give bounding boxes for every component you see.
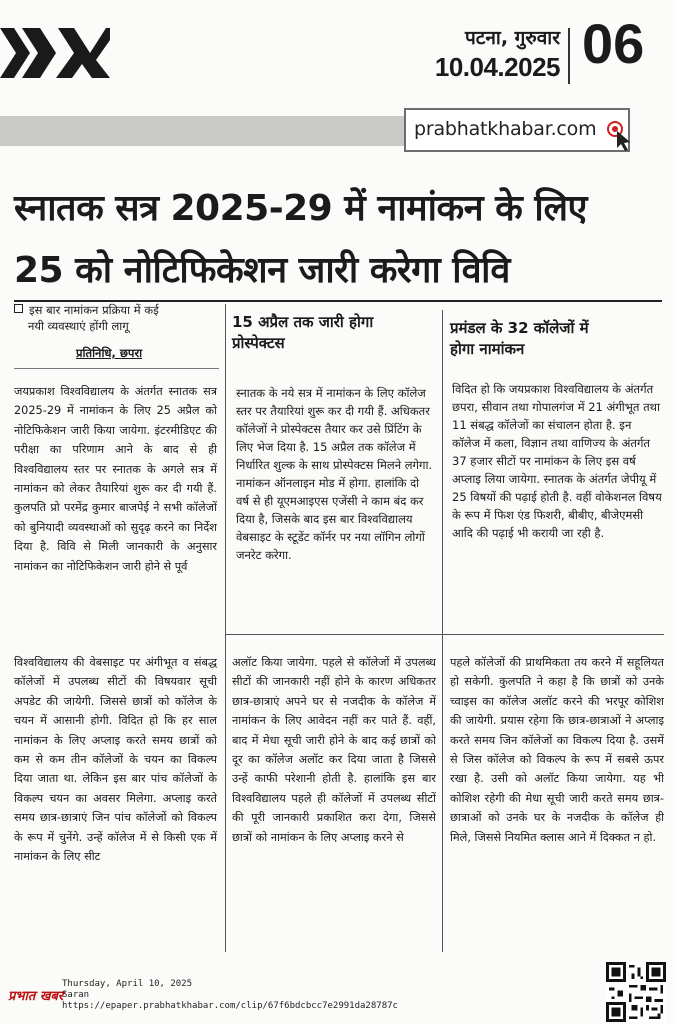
footer-meta [62, 979, 398, 1012]
masthead-x-mark-icon [0, 20, 110, 86]
headline-line-1: स्नातक सत्र 2025-29 में नामांकन के लिए [14, 188, 587, 229]
header-date: 10.04.2025 [434, 52, 560, 82]
footer-logo: प्रभात खबर [8, 989, 64, 1004]
qr-code-icon[interactable] [606, 962, 666, 1022]
byline: प्रतिनिधि, छपरा [76, 346, 143, 360]
article-col3: पहले कॉलेजों की प्राथमिकता तय करने में सहूलियत हो सकेगी. कुलपति ने कहा है कि छात्रों को उनके च्वाइस का कॉलेज अलॉट करने की भरपूर कोशिश की जायेगी. प्रयास रहेगा कि छात्र-छात्राओं ने अप्लाइ करते समय जिन कॉलेजों का विकल्प दिया है. उसमें से जिस कॉलेज को विकल्प के रूप में सबसे ऊपर रखा है. उसी को अलॉट किया जायेगा. यह भी कोशिश रहेगी की मेधा सूची जारी करते समय छात्र-छात्राओं को उनके घर के नजदीक के कॉलेज ही मिले, जिससे नियमित क्लास आने में दिक्कत न हो. [450, 656, 664, 844]
website-label[interactable]: prabhatkhabar.com [414, 118, 597, 140]
box1-title-line-2: प्रोस्पेक्टस [232, 334, 285, 352]
article-col1-top: जयप्रकाश विश्वविद्यालय के अंतर्गत स्नातक सत्र 2025-29 में नामांकन के लिए 25 अप्रैल को नोटिफिकेशन जारी किया जायेगा. इंटरमीडिएट की परीक्षा का परिणाम आने के बाद से ही विश्वविद्यालय स्तर पर स्नातक के अगले सत्र में नामांकन को लेकर तैयारियां शुरू कर दी गयी हैं. कुलपति प्रो परमेंद्र कुमार बाजपेई ने सभी कॉलेजों को बुनियादी व्यवस्थाओं को सुदृढ़ करने का निर्देश दिया है. विवि से मिली जानकारी के अनुसार नामांकन का नोटिफिकेशन जारी होने से पूर्व [14, 385, 217, 573]
header-city-day: पटना, गुरुवार [465, 27, 560, 49]
header-divider [568, 28, 570, 84]
article-col2: अलॉट किया जायेगा. पहले से कॉलेजों में उपलब्ध सीटों की जानकारी नहीं होने के कारण अधिकतर छात्र-छात्राएं अपने घर से नजदीक के कॉलेज में नामांकन के लिए आवेदन नहीं कर पाते हैं. वहीं, बाद में मेधा सूची जारी होने के बाद कई छात्रों को दूर का कॉलेज अलॉट कर दिया जाता है जिससे उन्हें काफी परेशानी होती है. हालांकि इस बार विश्वविद्यालय पहले ही कॉलेजों में उपलब्ध सीटों की पूरी जानकारी प्रकाशित करा देगा, जिससे छात्रों को नामांकन के लिए अप्लाइ करने से [232, 656, 436, 844]
box2-title-line-2: होगा नामांकन [450, 340, 525, 358]
box1-title-line-1: 15 अप्रैल तक जारी होगा [232, 313, 374, 331]
subheadline [14, 302, 214, 334]
column-rule-2 [442, 310, 443, 952]
column-rule-1 [225, 304, 226, 952]
box2-title [450, 318, 664, 360]
bullet-square-icon [14, 304, 23, 313]
cursor-click-icon [604, 118, 634, 152]
subhead-line-2: नयी व्यवस्थाएं होंगी लागू [28, 319, 129, 333]
subhead-line-1: इस बार नामांकन प्रक्रिया में कई [29, 303, 159, 317]
box2-title-line-1: प्रमंडल के 32 कॉलेजों में [450, 319, 589, 337]
box1-title [232, 312, 437, 354]
byline-rule [14, 368, 219, 369]
box2-body: विदित हो कि जयप्रकाश विश्वविद्यालय के अंतर्गत छपरा, सीवान तथा गोपालगंज में 21 अंगीभूत तथा 11 संबद्ध कॉलेजों का संचालन होता है. इन कॉलेज में कला, विज्ञान तथा वाणिज्य के अंतर्गत 37 हजार सीटों पर नामांकन के लिए इस वर्ष अप्लाइ लिया जायेगा. स्नातक के अंतर्गत जेपीयू में 25 विषयों की पढ़ाई होती है. वहीं वोकेशनल विषय के रूप में फिश एंड फिशरी, बीबीए, बीजेएमसी आदि की पढ़ाई भी करायी जा रही है. [452, 382, 662, 540]
headline-line-2: 25 को नोटिफिकेशन जारी करेगा विवि [14, 250, 510, 291]
article-col1-bottom: विश्वविद्यालय की वेबसाइट पर अंगीभूत व संबद्ध कॉलेजों में उपलब्ध सीटों की विषयवार सूची अपडेट की जायेगी. जिससे छात्रों को कॉलेज के चयन में आसानी होगी. विदित हो कि हर साल नामांकन के लिए अप्लाइ करते समय छात्रों को कम से कम तीन कॉलेजों के चयन का विकल्प दिया जाता था. लेकिन इस बार पांच कॉलेजों के विकल्प चयन का अवसर मिलेगा. अप्लाइ करते समय छात्र-छात्राएं जिन पांच कॉलेजों को विकल्प के रूप में चुनेंगे. उन्हें कॉलेज में से किसी एक में नामांकन के लिए सीट [14, 656, 217, 864]
box1-body: स्नातक के नये सत्र में नामांकन के लिए कॉलेज स्तर पर तैयारियां शुरू कर दी गयी हैं. अधिकतर कॉलेजों ने प्रोस्पेक्टस तैयार कर उसे प्रिंटिंग के लिए भेज दिया है. 15 अप्रैल तक कॉलेज में निर्धारित शुल्क के साथ प्रोस्पेक्टस मिलने लगेगा. नामांकन ऑनलाइन मोड में होगा. हालांकि दो वर्ष से ही यूएमआइएस एजेंसी ने काम बंद कर दिया है, जिसके बाद इस बार विश्वविद्यालय वेबसाइट के स्टूडेंट कॉर्नर पर नया लॉगिन लोगों जनरेट करेगा. [236, 386, 433, 562]
footer-url[interactable]: https://epaper.prabhatkhabar.com/clip/67f6bdcbcc7e2991da28787c [62, 1001, 398, 1011]
box-bottom-rule [226, 634, 664, 635]
page-number: 06 [582, 12, 645, 75]
footer-date: Thursday, April 10, 2025 [62, 979, 193, 989]
footer-edition: Saran [62, 990, 90, 1000]
